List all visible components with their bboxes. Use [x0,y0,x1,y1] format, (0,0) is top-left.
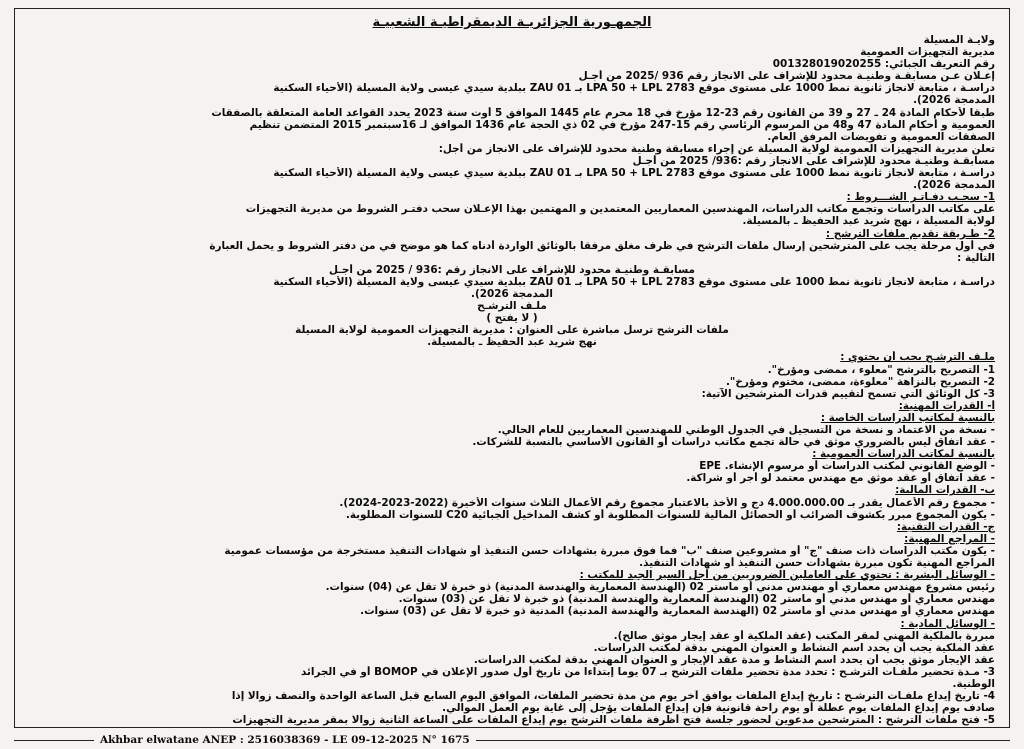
closing-line: 4- تاريخ إيداع ملفـات الترشـح : تاريخ إيداع الملفات يوافق آخر يوم من مدة تحضير الملفات، الموافق اليوم السابع قبل الساعة الواحدة والنصف زوالا إذا [231,690,995,703]
subsection-heading: بالنسبة لمكاتب الدراسات الخاصة : [820,411,995,424]
subsection-heading: ب- القدرات المالية: [895,484,995,497]
list-item: - عقد اتفاق أو عقد موثق مع مهندس معتمد لو أجر أو شراكة. [686,472,995,485]
intro-block [29,70,995,191]
closing-line: 3- مـدة تحضير ملفـات الترشـح : تحدد مدة تحضير ملفات الترشح بـ 07 يوما إبتداءا من تاريخ أول صدور الإعلان في BOMOP أو في الجرائد [301,665,995,678]
envelope-line: نهج شريد عبد الحفيظ ـ بالمسيلة. [427,336,597,349]
envelope-line: مسابقـة وطنيـة محدود للإشراف على الانجاز رقم :936 / 2025 من أجـل [329,263,695,276]
subsection-heading: بالنسبة لمكاتب الدراسات العمومية : [812,448,995,461]
intro-line: مسابقـة وطنيـة محدود للإشراف على الانجاز رقم :936/ 2025 من أجـل [632,154,995,167]
list-item: 1- التصريح بالترشح "معلوء ، ممضى ومؤرخ". [767,363,995,376]
intro-line: الصفقات العمومية و تفويضات المرفق العام. [767,130,995,143]
announcement-document [14,8,1010,728]
list-item: المراجع المهنية تكون مبررة بشهادات حسن التنفيذ أو شهادات التنفيذ. [639,557,995,570]
section-specs-withdrawal [29,191,995,227]
subsection-heading: - الوسائل البشرية : تحتوي على العاملين الضروريين من أجل السير الجيد للمكتب : [579,569,995,582]
wilaya-name: ولايـة المسيلة [923,34,995,46]
envelope-inscription [29,264,995,349]
tax-id: رقم التعريف الجبائي: 001328019020255 [772,58,995,71]
envelope-line: ملفات الترشح ترسل مباشرة على العنوان : مديرية التجهيزات العمومية لولاية المسيلة [295,324,729,337]
envelope-line: المدمجة 2026). [471,287,553,300]
section-submission-method [29,228,995,264]
subsection-heading: - الوسائل المادية : [900,617,995,630]
list-item: عقد الإيجار موثق يجب أن يحدد اسم النشاط و مدة عقد الإيجار و العنوان المهني بدقة لمكتب الدراسات. [473,653,995,666]
section-heading: ملـف الترشـح يجب أن يحتوي : [840,351,995,364]
directorate-name: مديرية التجهيزات العمومية [860,46,995,59]
section-line: في أول مرحلة يجب على المترشحين إرسال ملفات الترشح في ظرف مغلق مرفقا بالوثائق الواردة أدناه كما هو موضح في من دفتر الشروط و يحمل العبارة [209,239,995,252]
list-item: - نسخة من الاعتماد و نسخة من التسجيل في الجدول الوطني للمهندسين المعماريين للعام الحالي. [497,424,995,436]
list-item: - يكون مكتب الدراسات ذات صنف "ج" أو مشروعين صنف "ب" فما فوق مبررة بشهادات حسن التنفيذ أو شهادات التنفيذ مستخرجة من مؤسسات عمومية [224,544,995,557]
list-item: - مجموع رقم الأعمال يقدر بـ 4.000.000.00 دج و الأخذ بالاعتبار مجموع رقم الأعمال الثلاث سنوات الأخيرة (2022-2023-2024). [339,496,995,509]
closing-line: صادف يوم إيداع الملفات يوم عطلة أو يوم راحة قانونية فإن إيداع الملفات يؤجل إلى غاية يوم العمل الموالي. [442,702,995,715]
list-item: رئيس مشروع مهندس معماري أو مهندس مدني أو ماستر 02 (الهندسة المعمارية والهندسة المدنية) ذو خبرة لا تقل عن (04) سنوات. [325,581,995,594]
closing-line: الوطنية. [952,677,995,690]
envelope-line: ( لا يفتح ) [486,312,538,325]
closing-section [29,666,995,728]
section-line: على مكاتب الدراسات وتجمع مكاتب الدراسات، المهندسين المعماريين المعتمدين و المهتمين بهذا الإعـلان سحب دفتـر الشروط من مديرية التجهيزات [245,203,995,216]
closing-line: 5- فتح ملفات الترشح : المترشحين مدعوين لحضور جلسة فتح أظرفة ملفات الترشح يوم إيداع الملفات على الساعة الثانية زوالا بمقر مديرية التجهيزات [232,714,995,727]
footer-rule-right [476,740,1010,741]
list-item: - الوضع القانوني لمكتب الدراسات أو مرسوم الإنشاء. EPE [699,460,995,473]
subsection-heading: ج- القدرات التقنية: [896,520,995,533]
intro-line: إعـلان عـن مسابقـة وطنيـة محدود للإشراف على الانجاز رقم 936 /2025 من أجـل [578,70,995,83]
footer-text: Akhbar elwatane ANEP : 2516038369 - LE 09-12-2025 N° 1675 [100,734,470,746]
republic-title: الجمهـورية الجزائريـة الديمقراطيـة الشعبيـة [372,15,652,30]
list-item: 3- كل الوثائق التي تسمح لتقييم قدرات المترشحين الآتية: [701,387,995,400]
intro-line: دراسـة ، متابعة لانجاز ثانوية نمط 1000 على مستوى موقع LPA 50 + LPL 2783 بـ ZAU 01 ببلدية سيدي عيسى ولاية المسيلة (الأحياء السكنية [273,82,995,95]
candidacy-file-section [29,351,995,665]
list-item: - عقد اتفاق ليس بالضروري موثق في حالة تجمع مكاتب دراسات أو القانون الأساسي بالنسبة للشركات. [472,436,995,449]
subsection-heading: أ- القدرات المهنية: [898,399,995,412]
list-item: مبررة بالملكية المهني لمقر المكتب (عقد الملكية أو عقد إيجار موثق صالح). [613,629,995,642]
list-item: مهندس معماري أو مهندس مدني أو ماستر 02 (الهندسة المعمارية والهندسة المدنية) ذو خبرة لا تقل عن (03) سنوات. [398,593,995,606]
subsection-heading: - المراجع المهنية: [904,532,995,545]
section-line: لولاية المسيلة ، نهج شريد عبد الحفيظ ـ بالمسيلة. [742,215,995,228]
intro-line: المدمجة 2026). [913,94,995,107]
section-heading: 2- طـريقة تقديم ملفات الترشح : [825,227,995,240]
intro-line: طبقا لأحكام المادة 24 ـ 27 و 39 من القانون رقم 23-12 مؤرخ في 18 محرم عام 1445 الموافق 5 أوت سنة 2023 يحدد القواعد العامة المتعلقة بالصفقات [211,106,995,119]
intro-line: تعلن مديرية التجهيزات العمومية لولاية المسيلة عن إجراء مسابقة وطنية محدود للإشراف على الانجاز من أجل: [438,142,995,155]
envelope-line: دراسـة ، متابعة لانجاز ثانوية نمط 1000 على مستوى موقع LPA 50 + LPL 2783 بـ ZAU 01 ببلدية سيدي عيسى ولاية المسيلة (الأحياء السكنية [273,275,995,288]
footer-rule-left [14,740,94,741]
intro-line: العمومية و أحكام المادة 47 و48 من المرسوم الرئاسي رقم 15-247 مؤرخ في 02 ذي الحجة عام 1436 الموافق لـ 16سبتمبر 2015 المتضمن تنظيم [249,118,995,131]
closing-line [29,726,995,728]
intro-line: دراسـة ، متابعة لانجاز ثانوية نمط 1000 على مستوى موقع LPA 50 + LPL 2783 بـ ZAU 01 ببلدية سيدي عيسى ولاية المسيلة (الأحياء السكنية [273,167,995,180]
list-item: 2- التصريح بالنزاهة "معلوءة، ممضى، مختوم ومؤرخ". [725,375,995,388]
envelope-line: ملـف الترشـح [477,300,547,313]
list-item: مهندس معماري أو مهندس مدني أو ماستر 02 (الهندسة المعمارية والهندسة المدنية) المدنية ذو خبرة لا تقل عن (03) سنوات. [360,605,995,618]
list-item: - يكون المجموع مبرر بكشوف الضرائب أو الحصائل المالية للسنوات المطلوبة أو كشف المداخيل الجبائية C20 للسنوات المطلوبة. [345,508,995,521]
list-item: عقد الملكية يجب أن يحدد اسم النشاط و العنوان المهني بدقة لمكتب الدراسات. [593,641,995,654]
publication-footer [14,733,1010,747]
section-line: التالية : [957,251,995,264]
intro-line: المدمجة 2026). [913,179,995,192]
section-heading: 1- سحـب دفـاتـر الشـــروط : [846,191,995,204]
